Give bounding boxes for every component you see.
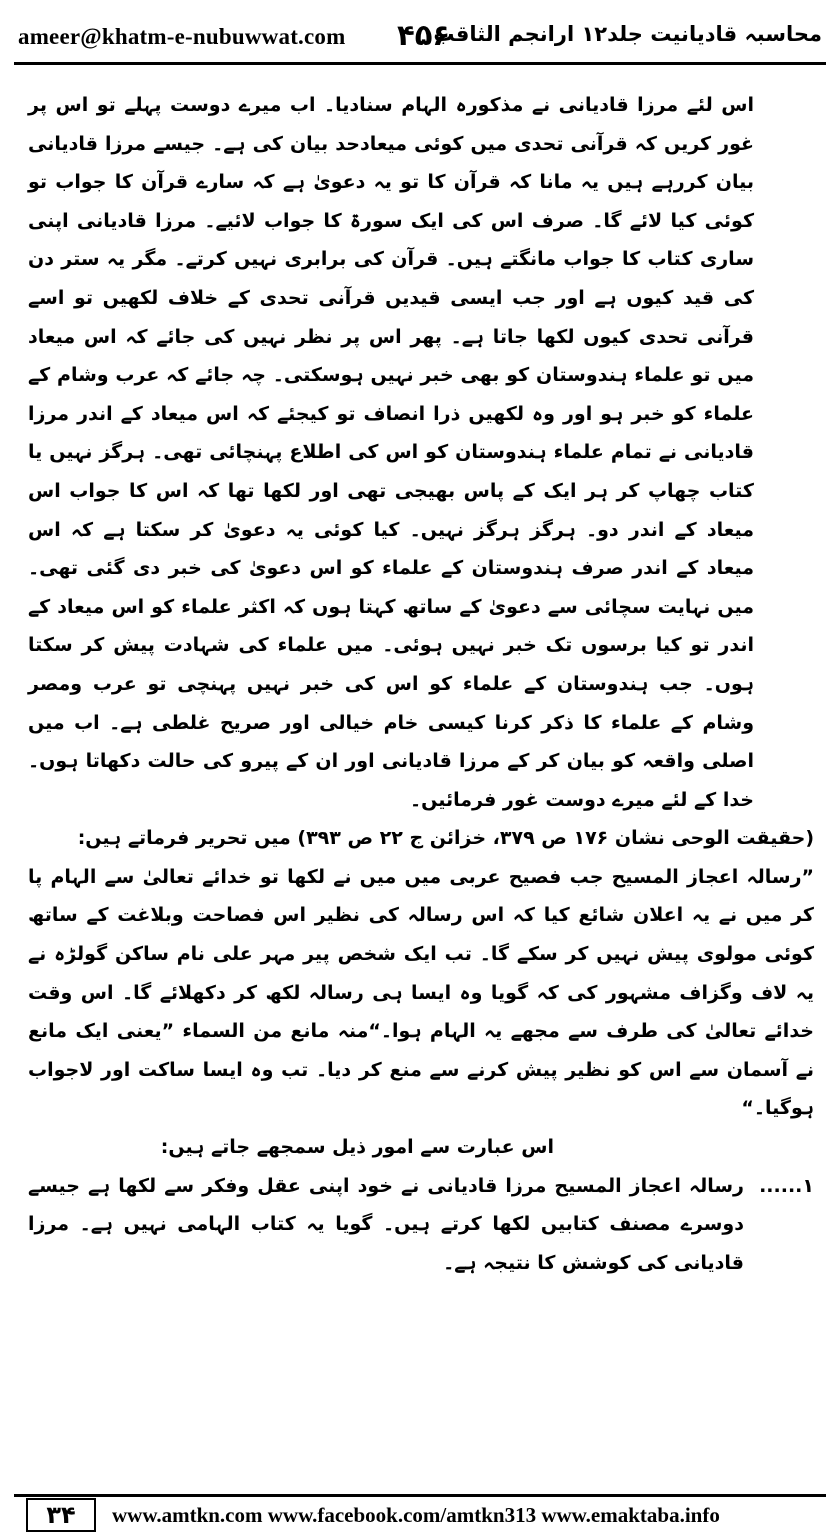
footer-links[interactable]: www.amtkn.com www.facebook.com/amtkn313 www.emaktaba.info xyxy=(112,1503,720,1527)
paragraph-main: اس لئے مرزا قادیانی نے مذکورہ الہام سنادیا۔ اب میرے دوست پہلے تو اس پر غور کریں کہ قرآنی تحدی میں کوئی میعادحد بیان کی ہے۔ جیسے مرزا قادیانی بیان کررہے ہیں یہ مانا کہ قرآن کا تو یہ دعویٰ ہے کہ سارے قرآن کا جواب تو کوئی کیا لائے گا۔ صرف اس کی ایک سورۃ کا جواب لائیے۔ مرزا قادیانی اپنی ساری کتاب کا جواب مانگتے ہیں۔ قرآن کی برابری نہیں کرتے۔ مگر یہ ستر دن کی قید کیوں ہے اور جب ایسی قیدیں قرآنی تحدی کے خلاف لکھیں تو اسے قرآنی تحدی کیوں لکھا جاتا ہے۔ پھر اس پر نظر نہیں کی جائے کہ اس میعاد میں تو علماء ہندوستان کو بھی خبر نہیں ہوسکتی۔ چہ جائے کہ عرب وشام کے علماء کو خبر ہو اور وہ لکھیں ذرا انصاف تو کیجئے کہ اس میعاد کے اندر مرزا قادیانی نے تمام علماء ہندوستان کو اس کی اطلاع پہنچائی تھی۔ ہرگز نہیں یا کتاب چھاپ کر ہر ایک کے پاس بھیجی تھی اور لکھا تھا کہ اس کا جواب اس میعاد کے اندر دو۔ ہرگز ہرگز نہیں۔ کیا کوئی یہ دعویٰ کر سکتا ہے کہ اس میعاد کے اندر صرف ہندوستان کے علماء کو اس دعویٰ کی خبر دی گئی تھی۔ میں نہایت سچائی سے دعویٰ کے ساتھ کہتا ہوں کہ اکثر علماء کو اس میعاد کے اندر تو کیا برسوں تک خبر نہیں ہوئی۔ میں علماء کی شہادت پیش کر سکتا ہوں۔ جب ہندوستان کے علماء کو اس کی خبر نہیں پہنچی تو عرب ومصر وشام کے علماء کا ذکر کرنا کیسی خام خیالی اور صریح غلطی ہے۔ اب میں اصلی واقعہ کو بیان کر کے مرزا قادیانی اور ان کے پیرو کی حالت دکھاتا ہوں۔ خدا کے لئے میرے دوست غور فرمائیں۔ xyxy=(28,94,754,811)
intro-line: اس عبارت سے امور ذیل سمجھے جاتے ہیں: xyxy=(160,1136,554,1159)
list-number: ۱...... xyxy=(759,1174,814,1197)
quote-paragraph: ”رسالہ اعجاز المسیح جب فصیح عربی میں میں نے لکھا تو خدائے تعالیٰ سے الہام پا کر میں نے یہ اعلان شائع کیا کہ اس رسالہ کی نظیر اس فصاحت وبلاغت کے ساتھ کوئی مولوی پیش نہیں کر سکے گا۔ تب ایک شخص پیر مہر علی نام ساکن گولڑہ نے یہ لاف وگزاف مشہور کی کہ گویا وہ ایسا ہی رسالہ لکھ کر دکھلائے گا۔ اس وقت خدائے تعالیٰ کی طرف سے مجھے یہ الہام ہوا۔“منہ مانع من السماء ”یعنی ایک مانع نے آسمان سے اس کو نظیر پیش کرنے سے منع کر دیا۔ تب وہ ایسا ساکت اور لاجواب ہوگیا۔“ xyxy=(28,865,814,1120)
list-text: رسالہ اعجاز المسیح مرزا قادیانی نے خود اپنی عقل وفکر سے لکھا ہے جیسے دوسرے مصنف کتابیں لکھا کرتے ہیں۔ گویا یہ کتاب الہامی نہیں ہے۔ مرزا قادیانی کی کوشش کا نتیجہ ہے۔ xyxy=(28,1174,744,1274)
header-book-title: محاسبہ قادیانیت جلد۱۲ ارانجم الثاقب xyxy=(433,22,822,46)
list-item xyxy=(28,1167,814,1283)
header-page-number: ۴۵۶ xyxy=(397,18,451,52)
citation-line: (حقیقت الوحی نشان ۱۷۶ ص ۳۷۹، خزائن ج ۲۲ ص ۳۹۳) میں تحریر فرماتے ہیں: xyxy=(77,827,814,850)
page-body xyxy=(28,86,814,1282)
footer-page-number: ۳۴ xyxy=(26,1498,96,1532)
footer-divider xyxy=(14,1494,826,1497)
page-header xyxy=(14,14,826,60)
header-divider xyxy=(14,62,826,65)
header-email[interactable]: ameer@khatm-e-nubuwwat.com xyxy=(18,24,346,49)
